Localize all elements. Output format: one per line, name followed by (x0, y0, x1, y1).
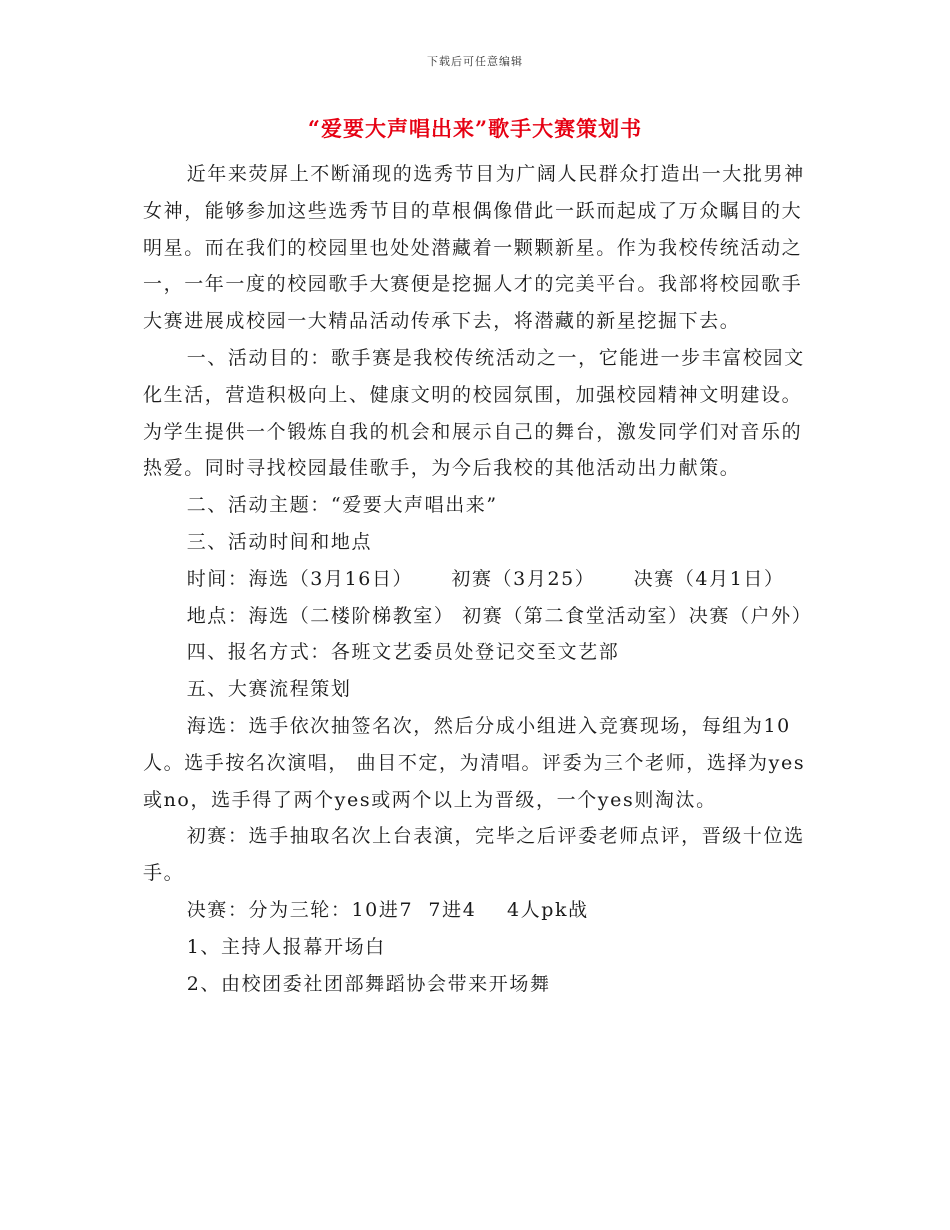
paragraph-process-heading: 五、大赛流程策划 (186, 678, 352, 701)
paragraph-intro: 近年来荧屏上不断涌现的选秀节目为广阔人民群众打造出一大批男神女神，能够参加这些选秀节目的草根偶像借此一跃而起成了万众瞩目的大明星。而在我们的校园里也处处潜藏着一颗颗新星。作为我校传统活动之一，一年一度的校园歌手大赛便是挖掘人才的完美平台。我部将校园歌手大赛进展成校园一大精品活动传承下去，将潜藏的新星挖掘下去。 (143, 163, 805, 333)
paragraph-theme: 二、活动主题：“爱要大声唱出来” (186, 494, 498, 517)
paragraph-audition: 海选：选手依次抽签名次，然后分成小组进入竞赛现场，每组为10人。选手按名次演唱， 曲目不定，为清唱。评委为三个老师，选择为yes或no，选手得了两个yes或两个以上为晋级，一个yes则淘汰。 (143, 714, 806, 811)
paragraph-step-1: 1、主持人报幕开场白 (186, 935, 386, 958)
paragraph-preliminary: 初赛：选手抽取名次上台表演，完毕之后评委老师点评，晋级十位选手。 (143, 825, 805, 885)
paragraph-purpose: 一、活动目的：歌手赛是我校传统活动之一，它能进一步丰富校园文化生活，营造积极向上、健康文明的校园氛围，加强校园精神文明建设。为学生提供一个锻炼自我的机会和展示自己的舞台，激发同学们对音乐的热爱。同时寻找校园最佳歌手，为今后我校的其他活动出力献策。 (143, 346, 805, 480)
document-body (143, 156, 811, 1002)
document-title: “爱要大声唱出来”歌手大赛策划书 (307, 116, 643, 141)
paragraph-place: 地点：海选（二楼阶梯教室） 初赛（第二食堂活动室）决赛（户外） (186, 604, 813, 627)
paragraph-time: 时间：海选（3月16日） 初赛（3月25） 决赛（4月1日） (186, 567, 785, 590)
page-header-note: 下载后可任意编辑 (427, 55, 523, 68)
paragraph-time-place-heading: 三、活动时间和地点 (186, 530, 373, 553)
paragraph-registration: 四、报名方式：各班文艺委员处登记交至文艺部 (186, 641, 620, 664)
paragraph-step-2: 2、由校团委社团部舞蹈协会带来开场舞 (186, 972, 551, 995)
paragraph-final: 决赛：分为三轮：10进7 7进4 4人pk战 (186, 898, 589, 921)
